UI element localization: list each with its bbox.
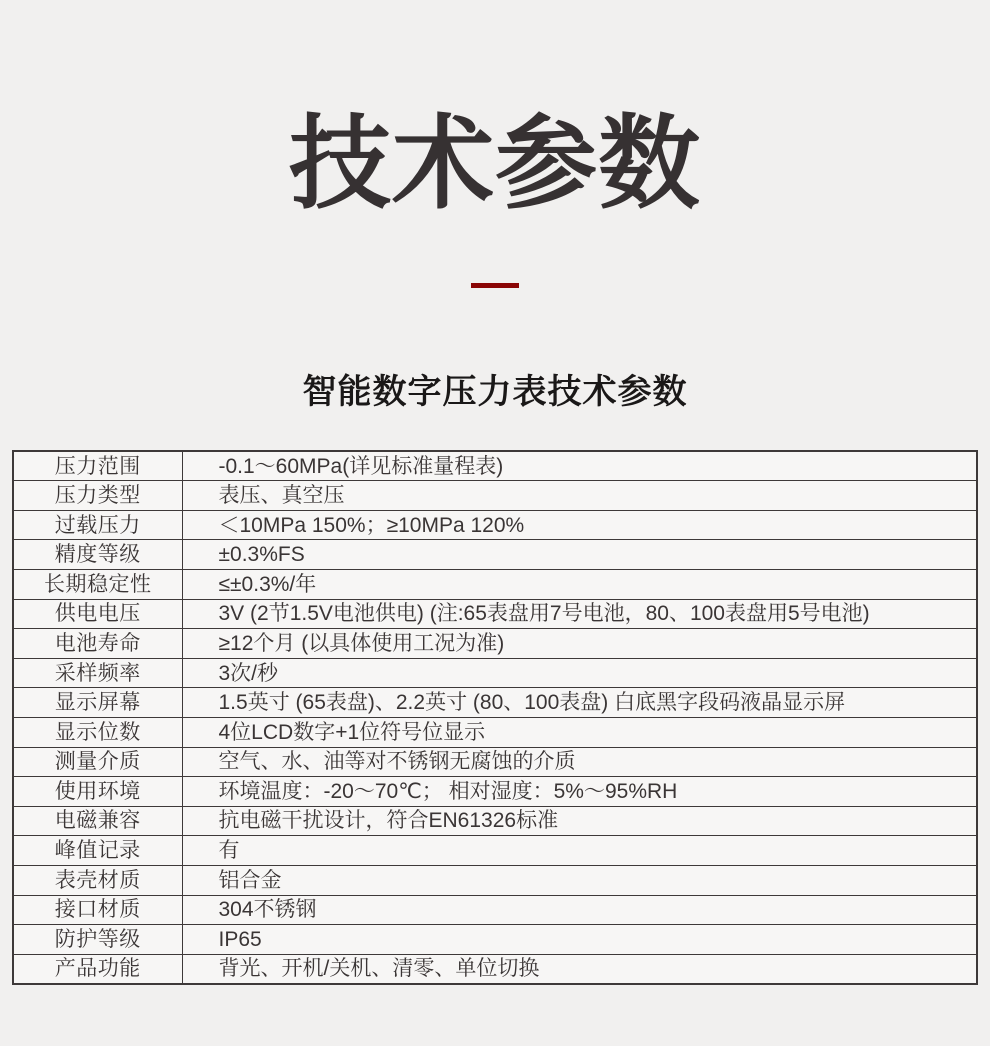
spec-value: ≤±0.3%/年 (182, 569, 977, 599)
page-title: 技术参数 (289, 107, 701, 221)
spec-value: IP65 (182, 925, 977, 955)
table-row (13, 569, 977, 599)
table-row (13, 658, 977, 688)
spec-label: 供电电压 (13, 599, 182, 629)
table-row (13, 925, 977, 955)
spec-label: 电池寿命 (13, 629, 182, 659)
table-row (13, 865, 977, 895)
spec-label: 产品功能 (13, 954, 182, 984)
spec-label: 测量介质 (13, 747, 182, 777)
table-row (13, 806, 977, 836)
spec-value: 304不锈钢 (182, 895, 977, 925)
spec-label: 电磁兼容 (13, 806, 182, 836)
spec-value: 环境温度：-20～70℃； 相对湿度：5%～95%RH (182, 777, 977, 807)
spec-value: ≥12个月 (以具体使用工况为准) (182, 629, 977, 659)
spec-value: 空气、水、油等对不锈钢无腐蚀的介质 (182, 747, 977, 777)
spec-value: 抗电磁干扰设计，符合EN61326标准 (182, 806, 977, 836)
table-row (13, 481, 977, 511)
spec-table (12, 450, 978, 985)
spec-label: 使用环境 (13, 777, 182, 807)
spec-value: 铝合金 (182, 865, 977, 895)
spec-value: 3次/秒 (182, 658, 977, 688)
spec-value: 有 (182, 836, 977, 866)
spec-label: 过载压力 (13, 510, 182, 540)
red-divider (471, 283, 519, 288)
spec-value: 背光、开机/关机、清零、单位切换 (182, 954, 977, 984)
table-row (13, 540, 977, 570)
spec-label: 精度等级 (13, 540, 182, 570)
table-row (13, 599, 977, 629)
spec-label: 表壳材质 (13, 865, 182, 895)
table-row (13, 836, 977, 866)
spec-value: 4位LCD数字+1位符号位显示 (182, 717, 977, 747)
spec-value: 1.5英寸 (65表盘)、2.2英寸 (80、100表盘) 白底黑字段码液晶显示屏 (182, 688, 977, 718)
spec-label: 接口材质 (13, 895, 182, 925)
section-subtitle: 智能数字压力表技术参数 (302, 373, 688, 412)
spec-value: ＜10MPa 150%；≥10MPa 120% (182, 510, 977, 540)
table-row (13, 747, 977, 777)
spec-label: 压力范围 (13, 451, 182, 481)
spec-label: 长期稳定性 (13, 569, 182, 599)
spec-label: 压力类型 (13, 481, 182, 511)
table-row (13, 954, 977, 984)
table-row (13, 895, 977, 925)
table-row (13, 688, 977, 718)
spec-label: 显示屏幕 (13, 688, 182, 718)
spec-label: 采样频率 (13, 658, 182, 688)
spec-table-body (13, 451, 977, 984)
spec-label: 峰值记录 (13, 836, 182, 866)
table-row (13, 629, 977, 659)
spec-label: 显示位数 (13, 717, 182, 747)
spec-value: 3V (2节1.5V电池供电) (注:65表盘用7号电池，80、100表盘用5号电池) (182, 599, 977, 629)
table-row (13, 510, 977, 540)
spec-label: 防护等级 (13, 925, 182, 955)
spec-value: 表压、真空压 (182, 481, 977, 511)
spec-value: -0.1～60MPa(详见标准量程表) (182, 451, 977, 481)
table-row (13, 451, 977, 481)
spec-value: ±0.3%FS (182, 540, 977, 570)
table-row (13, 777, 977, 807)
table-row (13, 717, 977, 747)
